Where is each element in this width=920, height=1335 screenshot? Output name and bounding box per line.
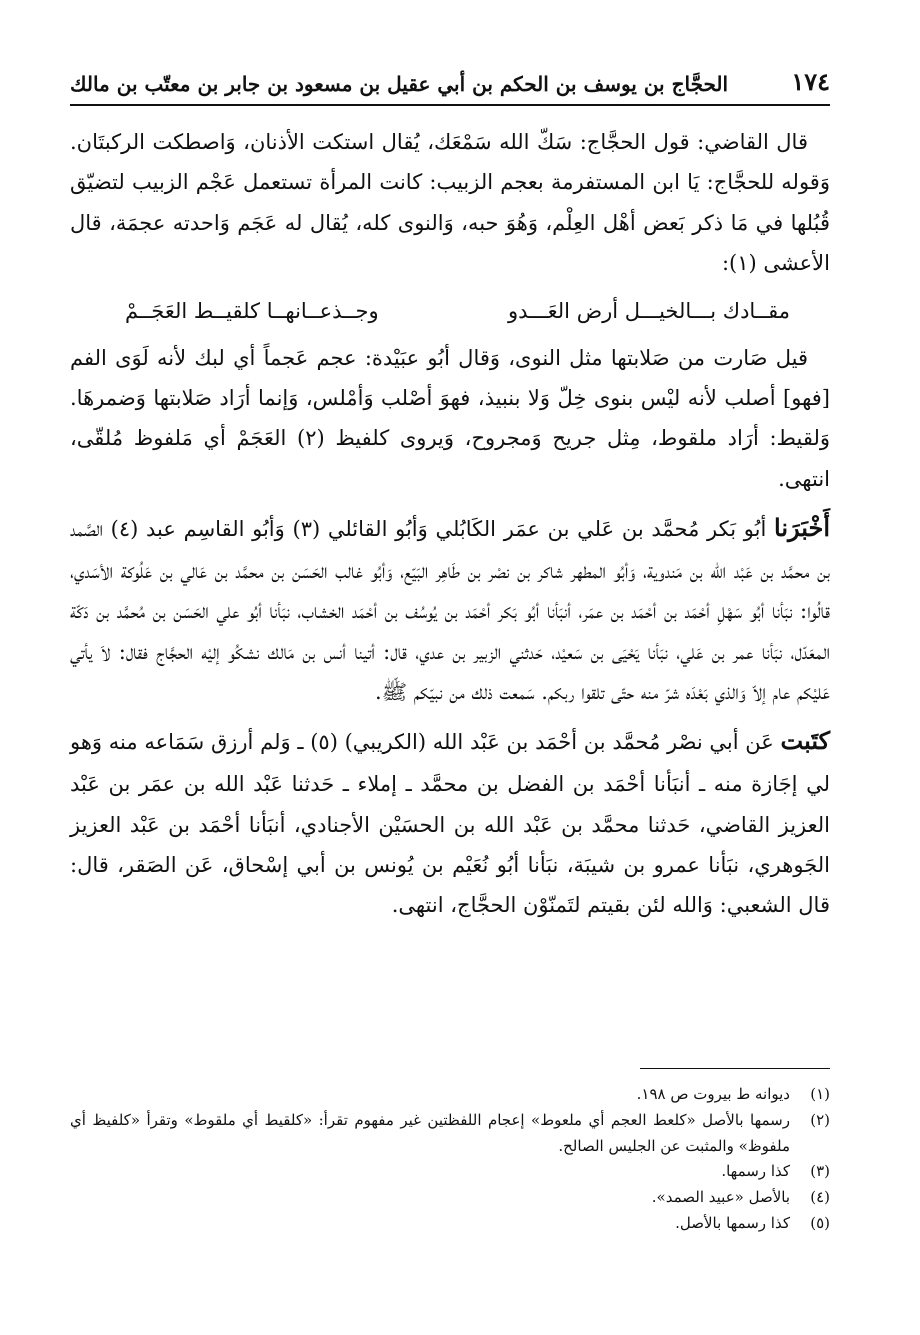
poem-verse <box>70 289 830 337</box>
footnote-number: (١) <box>810 1085 830 1103</box>
paragraph-4-lead: كتَبت <box>780 726 831 756</box>
footnote-text: بالأصل «عبيد الصمد». <box>651 1188 790 1207</box>
paragraph-1: قال القاضي: قول الحجَّاج: سَكّ الله سَمْعَك، يُقال استكت الأذنان، وَاصطكت الركبتَان. وَقوله للحجَّاج: يَا ابن المستفرمة بعجم الزبيب: كانت المرأة تستعمل عَجْم الزبيب لتضيّق قُبُلها في مَا ذكر بَعض أهْل العِلْم، وَهُوَ حبه، وَالنوى كله، يُقال له عَجَم وَاحدته عجمَة، قال الأعشى (١): <box>70 130 830 275</box>
footnote-5 <box>70 1211 830 1237</box>
footnote-text: كذا رسمها بالأصل. <box>675 1213 790 1232</box>
footnotes <box>70 1082 830 1237</box>
paragraph-3 <box>70 505 830 712</box>
footnote-3 <box>70 1159 830 1185</box>
paragraph-4-text: عَن أبي نصْر مُحمَّد بن أحْمَد بن عَبْد الله (الكريبي) (٥) ـ وَلم أرزق سَمَاعه منه وَهو لي إجَازة منه ـ أنبَأنا أحْمَد بن الفضل بن محمَّد ـ إملاء ـ حَدثنا عَبْد الله بن عمَر بن عَبْد العزيز القاضي، حَدثنا محمَّد بن عَبْد الله بن الحسَيْن الأجنادي، أنبَأنا أحْمَد بن عَبْد العزيز الجَوهري، نبَأنا عمرو بن شيبَة، نبَأنا أبُو نُعَيْم بن يُونس بن أبي إسْحاق، عَن الصَقر، قال: قال الشعبي: وَالله لئن بقيتم لتَمنّوْن الحجَّاج، انتهى. <box>70 730 830 918</box>
footnote-1 <box>70 1082 830 1108</box>
footnote-text: رسمها بالأصل «كلعط العجم أي ملعوط» إعجام اللفظتين غير مفهوم تقرأ: «كلقيط أي ملقوط» وتقرأ «كلفيظ أي ملفوظ» والمثبت عن الجليس الصالح. <box>70 1110 790 1155</box>
footnote-number: (٤) <box>810 1188 830 1207</box>
main-text <box>70 122 830 931</box>
paragraph-3-text: أبُو بَكر مُحمَّد بن عَلي بن عمَر الكَابُلي وَأبُو القائلي (٣) وَأبُو القاسِم عبد (٤) الصَّمد بن محمَّد بن عَبْد الله بن مَندوية، وَأبُو المطهر شاكر بن نصْر بن طَاهِر البَيّع، وَأبُو غالب الحَسَن بن محمَّد بن عَالي بن عَلُوكة الأسَدي، قالُوا: نبَأنا أبُو سَهْلِ أحْمَد بن أحْمَد بن عمَر، أنبَأنا أبُو بَكر أحْمَد بن يُوسُف بن أحْمَد الخشاب، نبَأنا أبُو علي الحَسَن بن مُحمَّد بن دَكّة المعَدّل، نبَأنا عمر بن عَلي، نبَأنا يَحْيَى بن سَعيْد، حَدثني الزبير بن عدي، قال: أتينا أنس بن مَالك نشكُو إليْه الحجَّاج فقال: لاَ يأتي عَليْكم عام إلاّ وَالذي بَعْدَه شرّ منه حتّى تلقوا ربكم. سَمعت ذلك من نبيّكم ﷺ. <box>70 516 830 704</box>
page-header <box>70 56 830 96</box>
poem-hemistich-left: وجــذعــانهــا كلقيــط العَجَــمْ <box>125 299 379 324</box>
paragraph-3-lead: أَخْبَرَنا <box>774 512 830 542</box>
footnote-4 <box>70 1185 830 1211</box>
paragraph-2: قيل صَارت من صَلابتها مثل النوى، وَقال أبُو عبَيْدة: عجم عَجماً أي لبك لأنه لَوَى الفم [فهو] أصلب لأنه ليْس بنوى خِلّ وَلا بنبيذ، فهوَ أصْلب وَأمْلس، وَإنما أرَاد صَلابتها وَضمرهَا. وَلقيط: أرَاد ملقوط، مِثل جريح وَمجروح، وَيروى كلفيظ (٢) العَجَمْ أي مَلفوظ مُلقّى، انتهى. <box>70 345 830 491</box>
footnote-divider <box>640 1068 830 1069</box>
running-title: الحجَّاج بن يوسف بن الحكم بن أبي عقيل بن مسعود بن جابر بن معتّب بن مالك <box>70 72 729 96</box>
footnote-number: (٢) <box>810 1110 830 1129</box>
header-divider <box>70 104 830 106</box>
footnote-text: كذا رسمها. <box>721 1162 790 1181</box>
footnote-number: (٥) <box>810 1213 830 1232</box>
footnote-2 <box>70 1108 830 1160</box>
footnote-text: ديوانه ط بيروت ص ١٩٨. <box>636 1085 790 1103</box>
page-number: ١٧٤ <box>791 67 830 96</box>
poem-hemistich-right: مقــادك بـــالخيـــل أرض العَـــدو <box>508 299 790 324</box>
paragraph-4 <box>70 718 830 925</box>
footnote-number: (٣) <box>810 1162 830 1181</box>
